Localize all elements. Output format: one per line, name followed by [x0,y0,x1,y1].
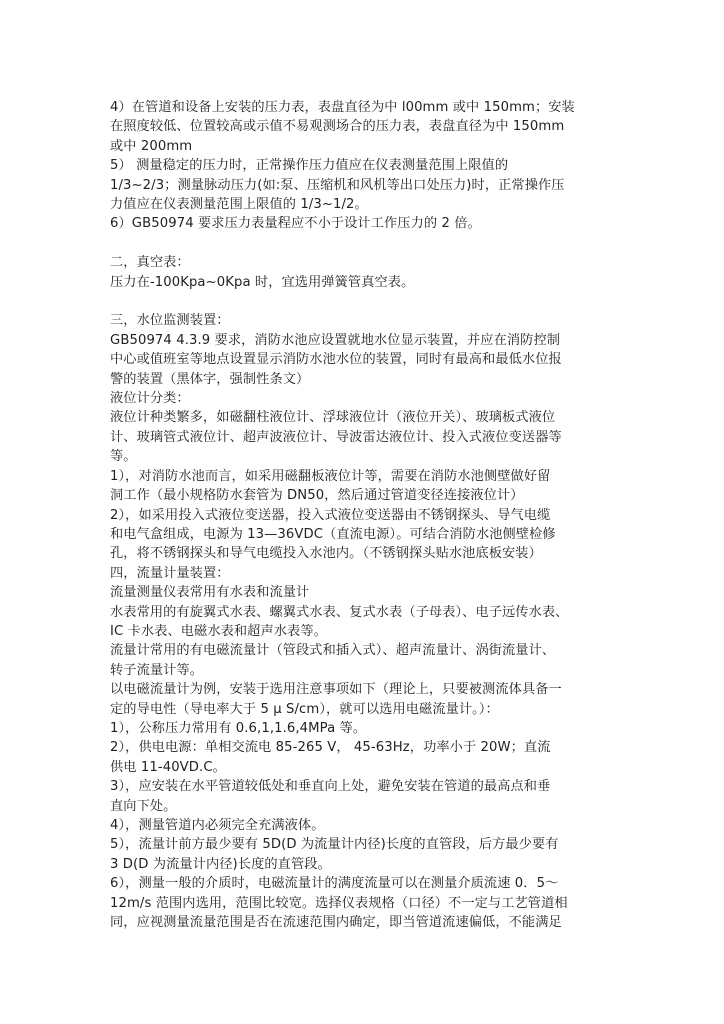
text-line: 液位计种类繁多，如磁翻柱液位计、浮球液位计（液位开关）、玻璃板式液位 [110,410,556,426]
text-line: 6）GB50974 要求压力表量程应不小于设计工作压力的 2 倍。 [110,216,481,232]
text-line: 12m/s 范围内选用，范围比较宽。选择仪表规格（口径）不一定与工艺管道相 [110,895,568,911]
blank-line [110,234,630,253]
document-page [110,98,630,932]
section-flow [110,564,630,933]
text-line: 3），应安装在水平管道较低处和垂直向上处，避免安装在管道的最高点和垂 [110,779,551,795]
section-vacuum [110,253,630,292]
text-line: 直向下处。 [110,798,177,814]
blank-1 [110,234,630,253]
text-line: 力值应在仪表测量范围上限值的 1/3~1/2。 [110,197,368,213]
pressure-gauge-item-4 [110,98,630,156]
text-line: 计、玻璃管式液位计、超声波液位计、导波雷达液位计、投入式液位变送器等 [110,429,562,445]
text-line: 二，真空表： [110,255,190,271]
text-line: 和电气盒组成，电源为 13—36VDC（直流电源）。可结合消防水池侧壁检修 [110,526,556,542]
text-line: 定的导电性（导电率大于 5 μ S/cm），就可以选用电磁流量计。）： [110,701,499,717]
text-line: 6），测量一般的介质时，电磁流量计的满度流量可以在测量介质流速 0．5～ [110,876,559,892]
text-line: GB50974 4.3.9 要求，消防水池应设置就地水位显示装置，并应在消防控制 [110,332,561,348]
text-line: 液位计分类： [110,391,190,407]
text-line: 5），流量计前方最少要有 5D(D 为流量计内径)长度的直管段，后方最少要有 [110,837,559,853]
text-line: 等。 [110,449,137,465]
text-line: 流量计常用的有电磁流量计（管段式和插入式）、超声流量计、涡街流量计、 [110,643,556,659]
text-line: 警的装置（黑体字，强制性条文） [110,371,310,387]
text-line: 4）在管道和设备上安装的压力表，表盘直径为中 l00mm 或中 150mm；安装 [110,100,575,115]
text-line: 5） 测量稳定的压力时，正常操作压力值应在仪表测量范围上限值的 [110,158,509,174]
text-line: IC 卡水表、电磁水表和超声水表等。 [110,623,327,639]
text-line: 流量测量仪表常用有水表和流量计 [110,585,310,601]
text-line: 四，流量计量装置： [110,565,230,581]
text-line: 同，应视测量流量范围是否在流速范围内确定，即当管道流速偏低，不能满足 [110,915,562,931]
text-line: 2），如采用投入式液位变送器，投入式液位变送器由不锈钢探头、导气电缆 [110,507,551,523]
text-line: 1），对消防水池而言，如采用磁翻板液位计等，需要在消防水池侧壁做好留 [110,468,551,484]
text-line: 3 D(D 为流量计内径)长度的直管段。 [110,856,331,872]
section-water-level [110,311,630,563]
text-line: 2），供电电源：单相交流电 85-265 V， 45-63Hz，功率小于 20W；直流 [110,740,551,756]
text-line: 1/3~2/3；测量脉动压力(如:泵、压缩机和风机等出口处压力)时，正常操作压 [110,177,565,193]
blank-line [110,292,630,311]
text-line: 供电 11-40VD.C。 [110,759,226,775]
text-line: 1），公称压力常用有 0.6,1,1.6,4MPa 等。 [110,720,367,736]
text-line: 洞工作（最小规格防水套管为 DN50，然后通过管道变径连接液位计） [110,488,524,504]
blank-2 [110,292,630,311]
pressure-gauge-item-5 [110,156,630,214]
text-line: 三，水位监测装置： [110,313,230,329]
text-line: 中心或值班室等地点设置显示消防水池水位的装置，同时有最高和最低水位报 [110,352,562,368]
text-line: 在照度较低、位置较高或示值不易观测场合的压力表，表盘直径为中 150mm [110,119,565,135]
text-line: 水表常用的有旋翼式水表、螺翼式水表、复式水表（子母表）、电子远传水表、 [110,604,569,620]
pressure-gauge-item-6 [110,214,630,233]
text-line: 孔，将不锈钢探头和导气电缆投入水池内。（不锈钢探头贴水池底板安装） [110,546,542,562]
text-line: 以电磁流量计为例，安装于选用注意事项如下（理论上，只要被测流体具备一 [110,682,562,698]
text-line: 或中 200mm [110,138,193,154]
text-line: 转子流量计等。 [110,662,204,678]
text-line: 压力在-100Kpa~0Kpa 时，宜选用弹簧管真空表。 [110,274,415,290]
text-line: 4），测量管道内必须完全充满液体。 [110,818,325,833]
